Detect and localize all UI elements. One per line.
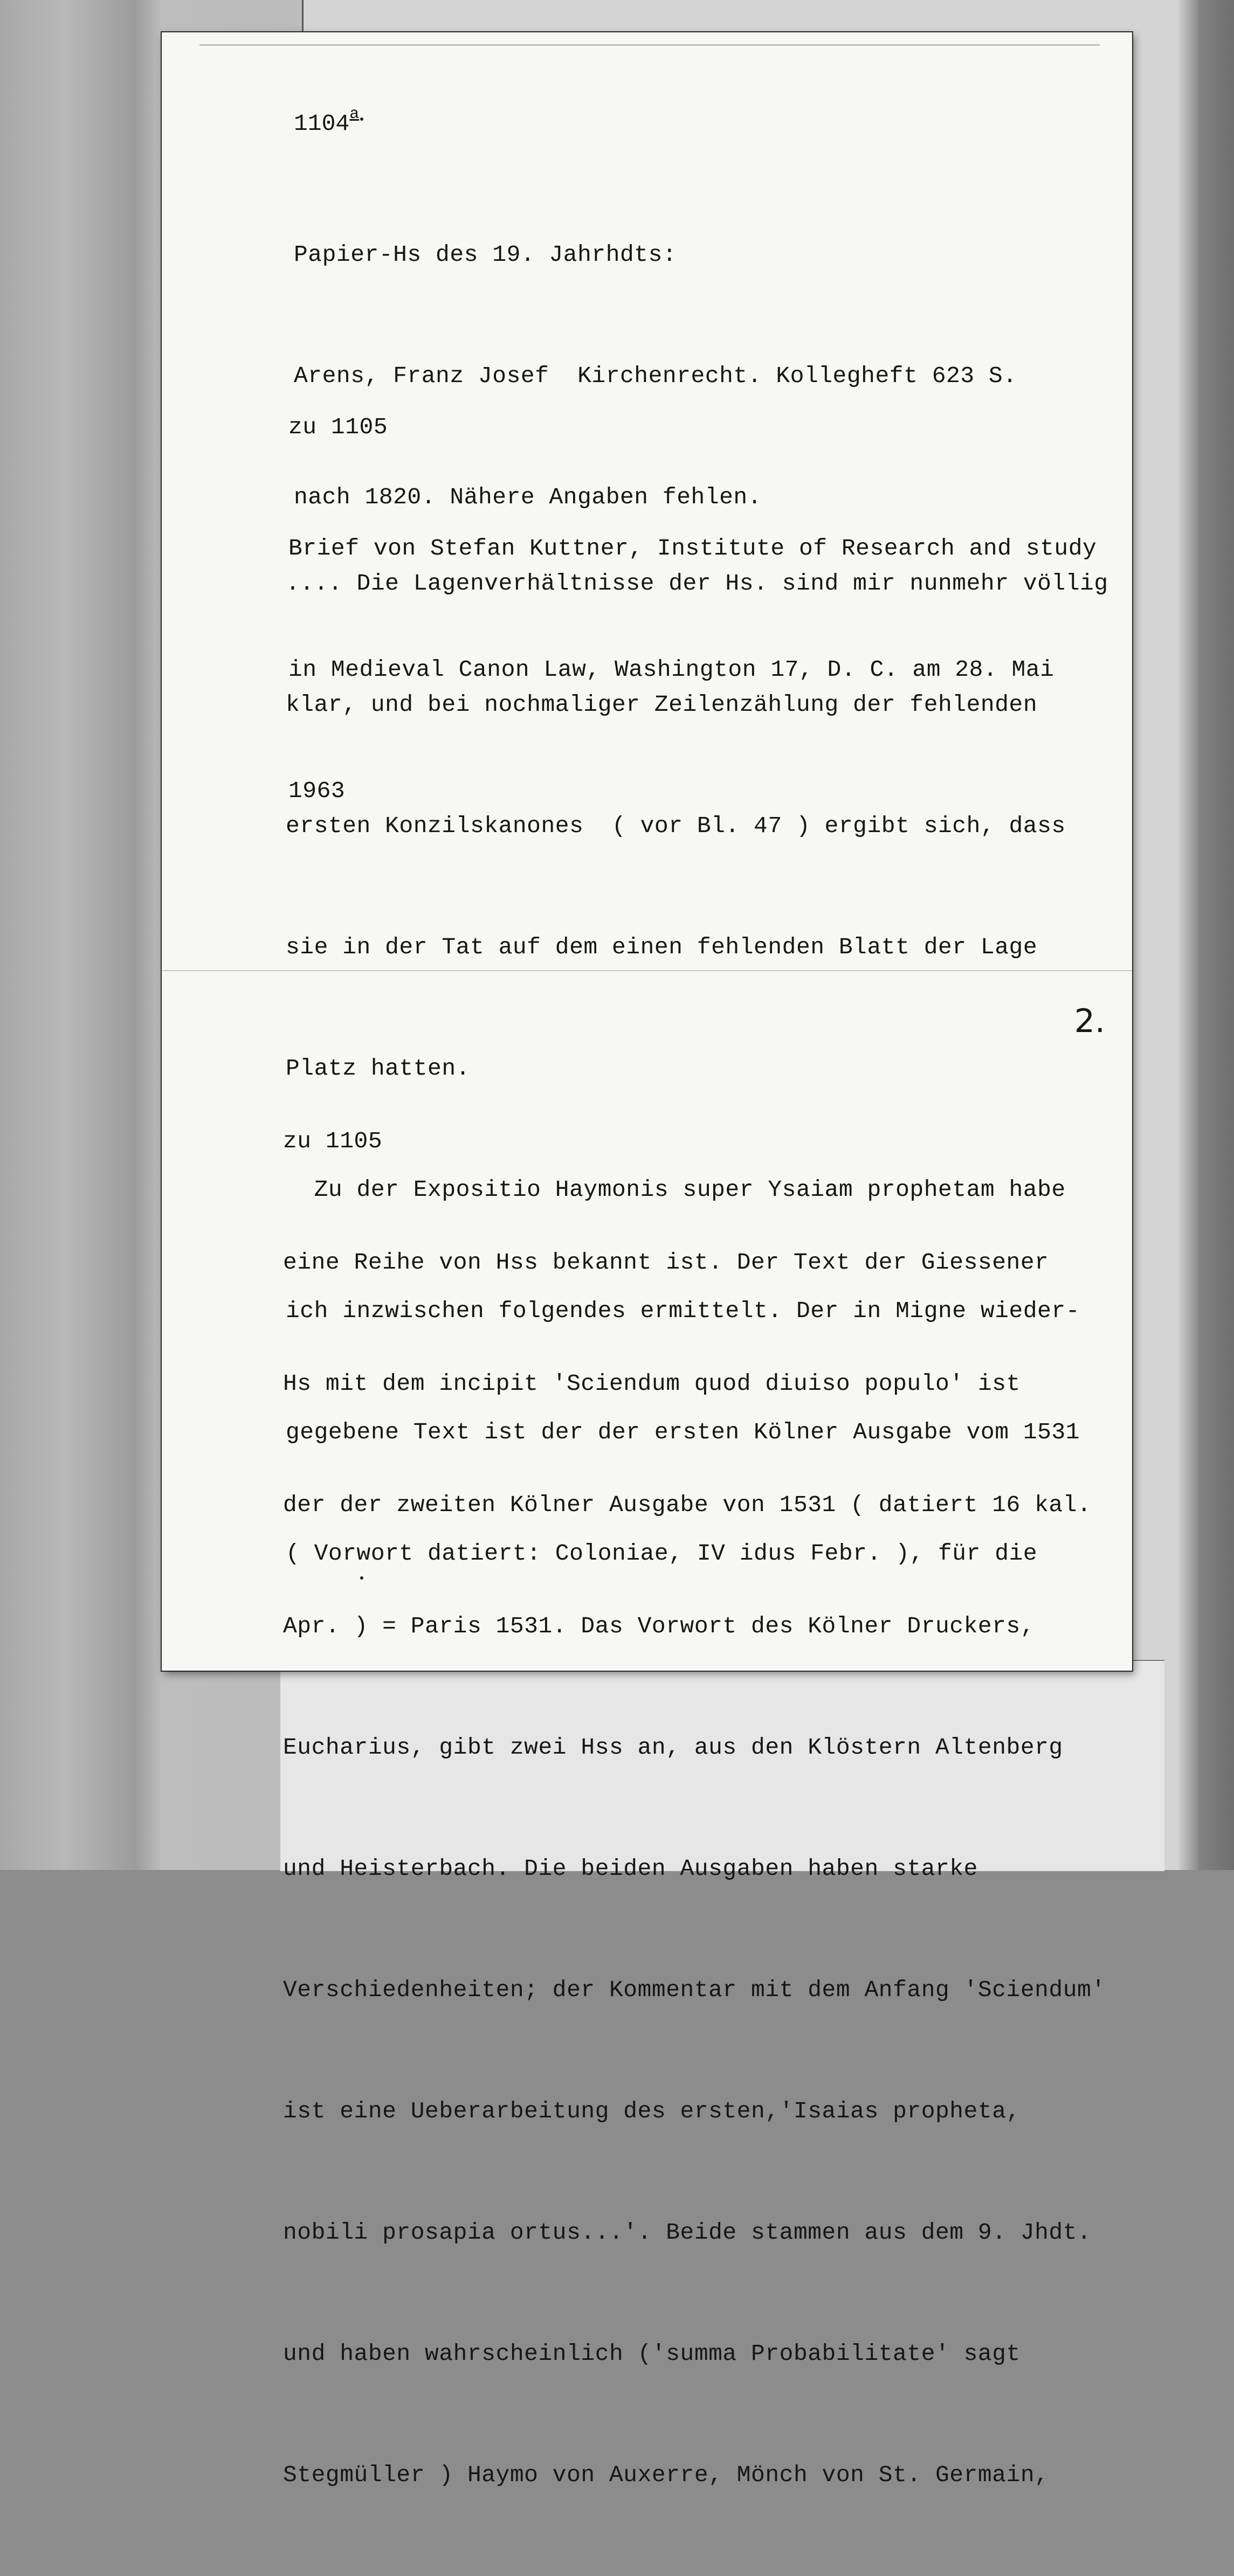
- text-line: ist eine Ueberarbeitung des ersten,'Isaias propheta,: [283, 2098, 1021, 2124]
- card-number: [294, 105, 360, 137]
- text-line: nobili prosapia ortus...'. Beide stammen aus dem 9. Jhdt.: [283, 2219, 1092, 2246]
- text-line: Eucharius, gibt zwei Hss an, aus den Klöstern Altenberg: [283, 1734, 1063, 1761]
- text-line: Arens, Franz Josef Kirchenrecht. Kollegheft 623 S.: [294, 363, 1017, 389]
- ink-dot: [360, 117, 363, 121]
- text-line: eine Reihe von Hss bekannt ist. Der Text der Giessener: [283, 1249, 1049, 1276]
- text-line: in Medieval Canon Law, Washington 17, D. C. am 28. Mai: [288, 656, 1054, 683]
- text-line: Platz hatten.: [286, 1055, 470, 1082]
- index-card: [162, 32, 1132, 2488]
- section-continuation: [283, 1040, 1106, 2576]
- card-number-main: 1104: [294, 110, 350, 137]
- text-line: nach 1820. Nähere Angaben fehlen.: [294, 484, 762, 510]
- text-line: und Heisterbach. Die beiden Ausgaben haben starke: [283, 1855, 978, 1882]
- text-line: der der zweiten Kölner Ausgabe von 1531 ( datiert 16 kal.: [283, 1492, 1092, 1518]
- text-line: Brief von Stefan Kuttner, Institute of Research and study: [288, 535, 1097, 562]
- text-line: sie in der Tat auf dem einen fehlenden Blatt der Lage: [286, 934, 1038, 960]
- text-line: 1963: [288, 778, 346, 804]
- text-line: Hs mit dem incipit 'Sciendum quod diuiso populo' ist: [283, 1370, 1021, 1397]
- card-top-edge: [199, 44, 1100, 46]
- text-line: ersten Konzilskanones ( vor Bl. 47 ) ergibt sich, dass: [286, 813, 1066, 839]
- text-line: zu 1105: [288, 414, 388, 440]
- text-line: Apr. ) = Paris 1531. Das Vorwort des Kölner Druckers,: [283, 1613, 1035, 1639]
- text-line: Papier-Hs des 19. Jahrhdts:: [294, 241, 677, 268]
- text-line: Stegmüller ) Haymo von Auxerre, Mönch von St. Germain,: [283, 2462, 1049, 2488]
- text-line: Zu der Expositio Haymonis super Ysaiam prophetam habe: [286, 1176, 1066, 1203]
- text-line: .... Die Lagenverhältnisse der Hs. sind mir nunmehr völlig: [286, 570, 1108, 597]
- text-line: und haben wahrscheinlich ('summa Probabilitate' sagt: [283, 2340, 1021, 2367]
- ink-dot: [360, 1576, 363, 1580]
- text-line: klar, und bei nochmaliger Zeilenzählung der fehlenden: [286, 691, 1038, 718]
- card-number-suffix: a: [349, 105, 360, 123]
- page-number: 2.: [1074, 1002, 1105, 1040]
- text-line: Verschiedenheiten; der Kommentar mit dem Anfang 'Sciendum': [283, 1977, 1106, 2003]
- text-line: zu 1105: [283, 1128, 383, 1154]
- text-line: ( Vorwort datiert: Coloniae, IV idus Febr. ), für die: [286, 1540, 1038, 1567]
- text-line: gegebene Text ist der der ersten Kölner Ausgabe vom 1531: [286, 1419, 1080, 1445]
- text-line: ich inzwischen folgendes ermittelt. Der in Migne wieder-: [286, 1298, 1080, 1324]
